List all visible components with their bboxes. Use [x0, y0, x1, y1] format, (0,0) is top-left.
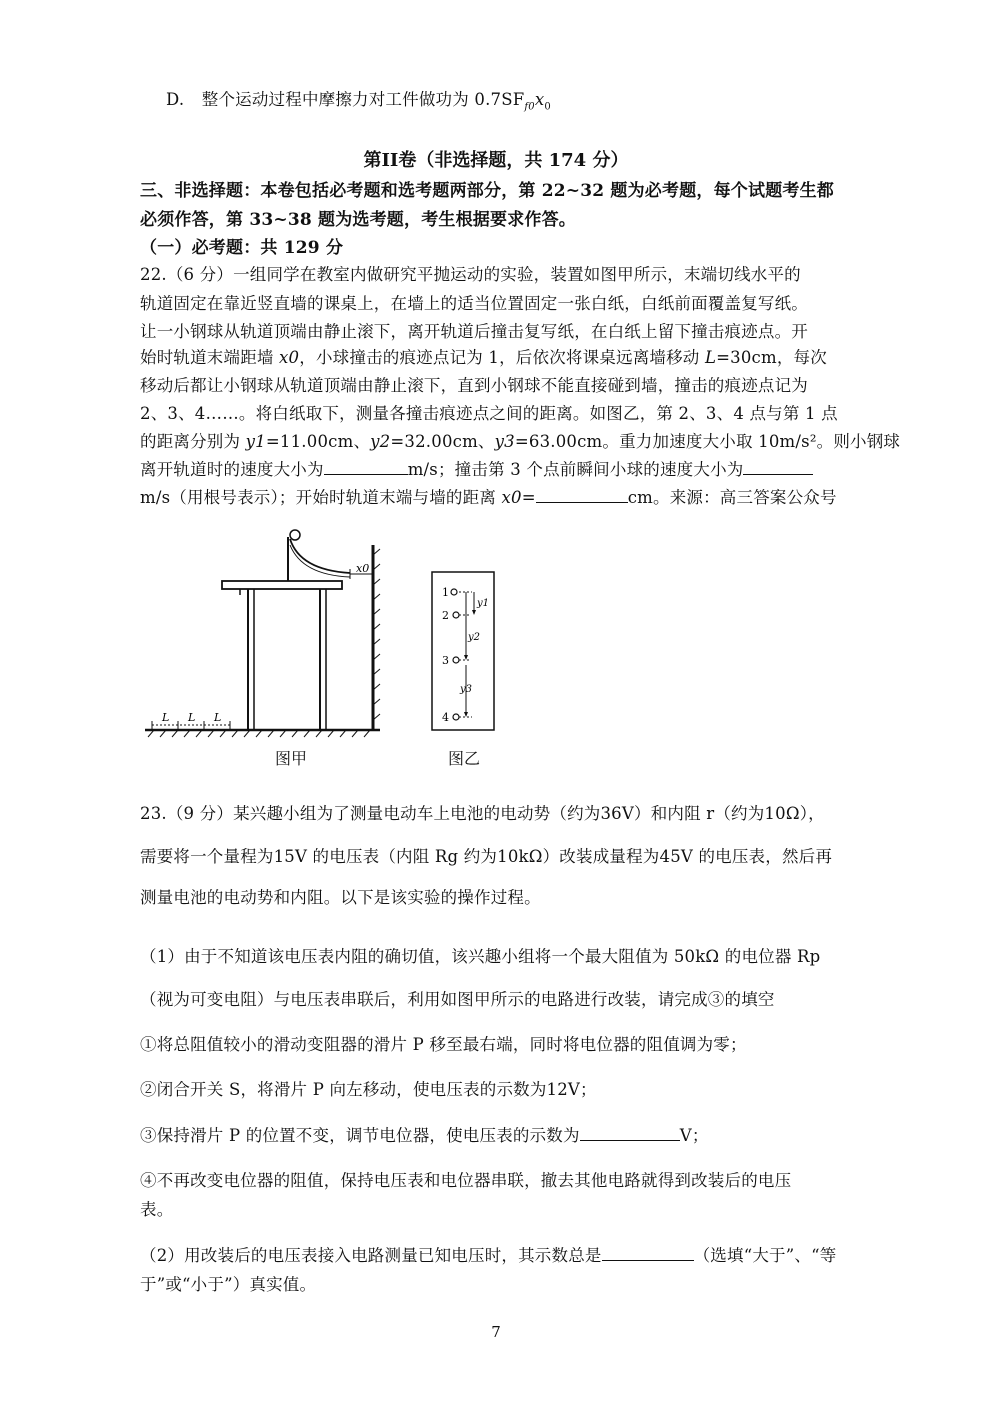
q22-line9-c: cm。来源：高三答案公众号	[627, 488, 837, 507]
q22-blank-3[interactable]	[536, 488, 628, 503]
q23-p2-line2: 于”或“小于”）真实值。	[140, 1275, 317, 1294]
q22-line9	[140, 484, 837, 508]
x0-label: x0	[356, 562, 370, 575]
q22-line4	[140, 344, 827, 368]
option-d	[166, 86, 551, 112]
q22-y2: y2	[370, 432, 391, 451]
q22-line5: 移动后都让小钢球从轨道顶端由静止滚下，直到小钢球不能直接碰到墙，撞击的痕迹点记为	[140, 376, 808, 395]
q23-step3	[140, 1122, 709, 1146]
q23-p1-line1: （1）由于不知道该电压表内阻的确切值，该兴趣小组将一个最大阻值为 50kΩ 的电位器 Rp	[140, 947, 821, 966]
figure-b-caption: 图乙	[448, 749, 481, 768]
q22-L: L	[704, 348, 717, 367]
q23-step1: ①将总阻值较小的滑动变阻器的滑片 P 移至最右端，同时将电位器的阻值调为零；	[140, 1035, 747, 1054]
option-d-sub: f0	[524, 101, 535, 113]
L-label-3: L	[214, 711, 222, 724]
section-intro-line2: 必须作答，第 33~38 题为选考题，考生根据要求作答。	[140, 210, 576, 230]
q22-line8-a: 离开轨道时的速度大小为	[140, 460, 324, 479]
q22-y3: y3	[494, 432, 515, 451]
option-d-sub2: 0	[544, 101, 551, 113]
q22-line9-b: =	[521, 488, 536, 507]
figure-a-drawing	[140, 525, 400, 775]
q23-line2: 需要将一个量程为15V 的电压表（内阻 Rg 约为10kΩ）改装成量程为45V 的电压表，然后再	[140, 847, 833, 866]
q22-line4-c: =30cm，每次	[716, 348, 827, 367]
L-label-1: L	[162, 711, 170, 724]
q22-blank-1[interactable]	[324, 460, 408, 475]
q22-line7	[140, 428, 900, 452]
q22-line4-b: ，小球撞击的痕迹点记为 1，后依次将课桌远离墙移动	[299, 348, 705, 367]
figure-b-drawing	[430, 570, 500, 740]
q22-line7-a: 的距离分别为	[140, 432, 246, 451]
q23-step4-line2: 表。	[140, 1200, 174, 1219]
page-number: 7	[491, 1323, 501, 1341]
q22-line8-b: m/s；撞击第 3 个点前瞬间小球的速度大小为	[407, 460, 744, 479]
figure-a	[140, 525, 400, 775]
q23-line1: 23.（9 分）某兴趣小组为了测量电动车上电池的电动势（约为36V）和内阻 r（约为10Ω），	[140, 804, 825, 823]
section-title: 第II卷（非选择题，共 174 分）	[363, 150, 629, 171]
point-3: 3	[442, 654, 449, 667]
y2-label: y2	[468, 632, 481, 643]
q22-line7-d: =63.00cm。重力加速度大小取 10m/s²。则小钢球	[514, 432, 901, 451]
point-4: 4	[442, 711, 449, 724]
q23-step3-b: V；	[679, 1126, 709, 1145]
q23-blank-1[interactable]	[580, 1126, 680, 1141]
q22-blank-2[interactable]	[743, 460, 813, 475]
point-2: 2	[442, 609, 449, 622]
q22-line7-b: =11.00cm、	[265, 432, 371, 451]
q23-p1-line2: （视为可变电阻）与电压表串联后，利用如图甲所示的电路进行改装，请完成③的填空	[140, 990, 775, 1009]
required-header: （一）必考题：共 129 分	[140, 238, 344, 258]
y3-label: y3	[460, 684, 473, 695]
q22-line8	[140, 456, 813, 480]
q23-step3-a: ③保持滑片 P 的位置不变，调节电位器，使电压表的示数为	[140, 1126, 580, 1145]
q22-line2: 轨道固定在靠近竖直墙的课桌上，在墙上的适当位置固定一张白纸，白纸前面覆盖复写纸。	[140, 294, 808, 313]
point-1: 1	[442, 586, 449, 599]
q22-line9-a: m/s（用根号表示）；开始时轨道末端与墙的距离	[140, 488, 502, 507]
q22-x0: x0	[279, 348, 300, 367]
option-d-var: x	[534, 90, 545, 109]
figure-b	[430, 570, 500, 740]
q23-p2-a: （2）用改装后的电压表接入电路测量已知电压时，其示数总是	[140, 1246, 602, 1265]
q22-line9-x0: x0	[501, 488, 522, 507]
q23-p2-b: （选填“大于”、“等	[693, 1246, 837, 1265]
q22-line7-c: =32.00cm、	[390, 432, 495, 451]
option-d-label: D.	[166, 90, 185, 109]
section-intro-line1: 三、非选择题：本卷包括必考题和选考题两部分，第 22~32 题为必考题，每个试题考生都	[140, 181, 834, 201]
q23-p2-line1	[140, 1242, 836, 1266]
figure-a-caption: 图甲	[275, 749, 308, 768]
q23-step4-line1: ④不再改变电位器的阻值，保持电压表和电位器串联，撤去其他电路就得到改装后的电压	[140, 1171, 792, 1190]
q22-y1: y1	[245, 432, 266, 451]
q22-line1: 22.（6 分）一组同学在教室内做研究平抛运动的实验，装置如图甲所示，末端切线水平的	[140, 265, 801, 284]
q22-line6: 2、3、4……。将白纸取下，测量各撞击痕迹点之间的距离。如图乙，第 2、3、4 点与第 1 点	[140, 404, 838, 423]
q22-line3: 让一小钢球从轨道顶端由静止滚下，离开轨道后撞击复写纸，在白纸上留下撞击痕迹点。开	[140, 322, 808, 341]
q23-step2: ②闭合开关 S，将滑片 P 向左移动，使电压表的示数为12V；	[140, 1080, 597, 1099]
option-d-text: 整个运动过程中摩擦力对工件做功为 0.7SF	[201, 90, 525, 109]
q23-line3: 测量电池的电动势和内阻。以下是该实验的操作过程。	[140, 888, 541, 907]
q22-line4-a: 始时轨道末端距墙	[140, 348, 280, 367]
y1-label: y1	[477, 598, 490, 609]
L-label-2: L	[188, 711, 196, 724]
q23-blank-2[interactable]	[602, 1246, 694, 1261]
